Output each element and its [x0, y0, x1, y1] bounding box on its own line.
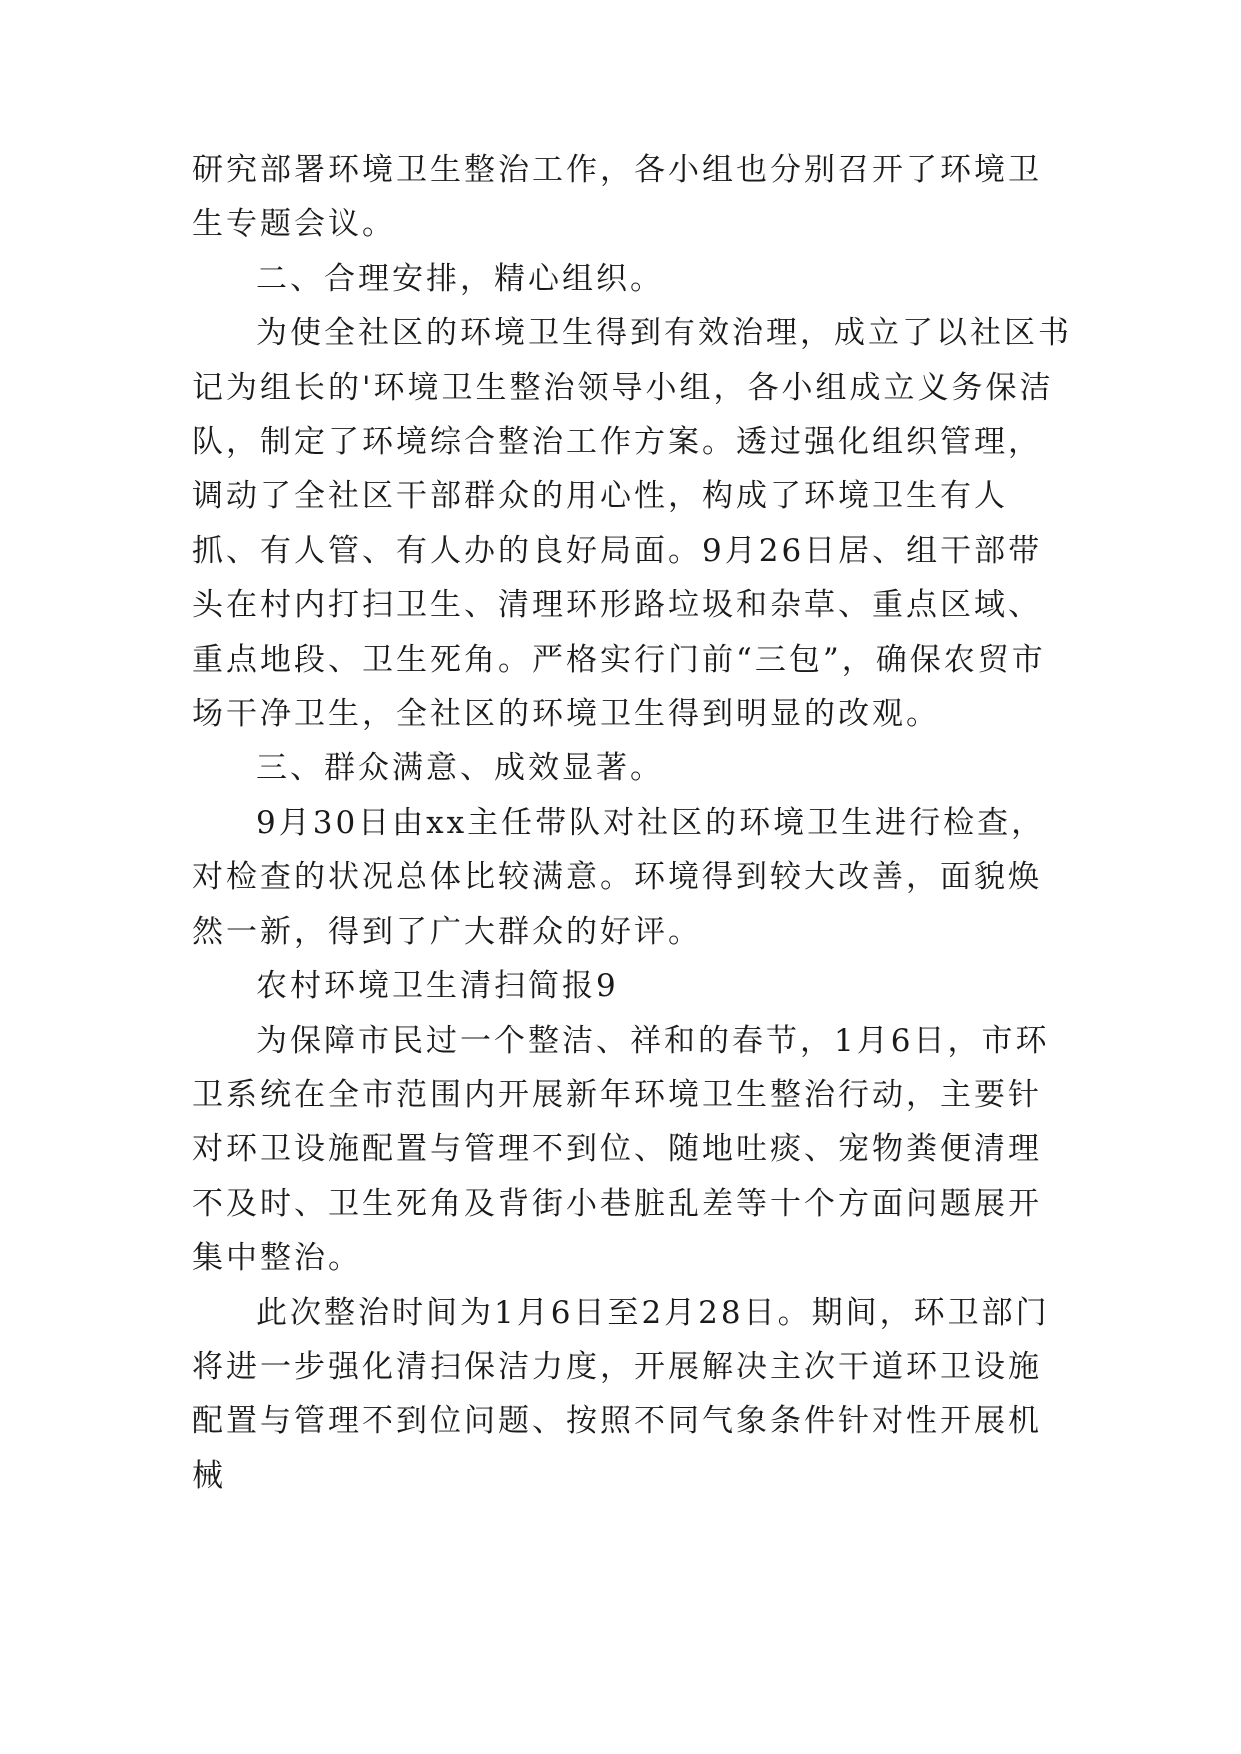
paragraph-schedule: 此次整治时间为1月6日至2月28日。期间，环卫部门将进一步强化清扫保洁力度，开展解决主次干道环卫设施配置与管理不到位问题、按照不同气象条件针对性开展机械 — [192, 1294, 1050, 1494]
report-title: 农村环境卫生清扫简报9 — [256, 968, 619, 1005]
paragraph-organization: 为使全社区的环境卫生得到有效治理，成立了以社区书记为组长的'环境卫生整治领导小组，各小组成立义务保洁队，制定了环境综合整治工作方案。透过强化组织管理，调动了全社区干部群众的用心性，构成了环境卫生有人抓、有人管、有人办的良好局面。9月26日居、组干部带头在村内打扫卫生、清理环形路垃圾和杂草、重点区域、重点地段、卫生死角。严格实行门前“三包”，确保农贸市场干净卫生，全社区的环境卫生得到明显的改观。 — [192, 315, 1072, 733]
paragraph-spring-festival: 为保障市民过一个整洁、祥和的春节，1月6日，市环卫系统在全市范围内开展新年环境卫生整治行动，主要针对环卫设施配置与管理不到位、随地吐痰、宠物粪便清理不及时、卫生死角及背街小巷脏乱差等十个方面问题展开集中整治。 — [192, 1022, 1050, 1277]
paragraph-inspection: 9月30日由xx主任带队对社区的环境卫生进行检查，对检查的状况总体比较满意。环境得到较大改善，面貌焕然一新，得到了广大群众的好评。 — [192, 804, 1046, 950]
section-heading-2: 二、合理安排，精心组织。 — [256, 260, 664, 297]
document-body — [192, 143, 1072, 1503]
section-heading-3: 三、群众满意、成效显著。 — [256, 750, 664, 787]
paragraph-continuation: 研究部署环境卫生整治工作，各小组也分别召开了环境卫生专题会议。 — [192, 152, 1042, 243]
